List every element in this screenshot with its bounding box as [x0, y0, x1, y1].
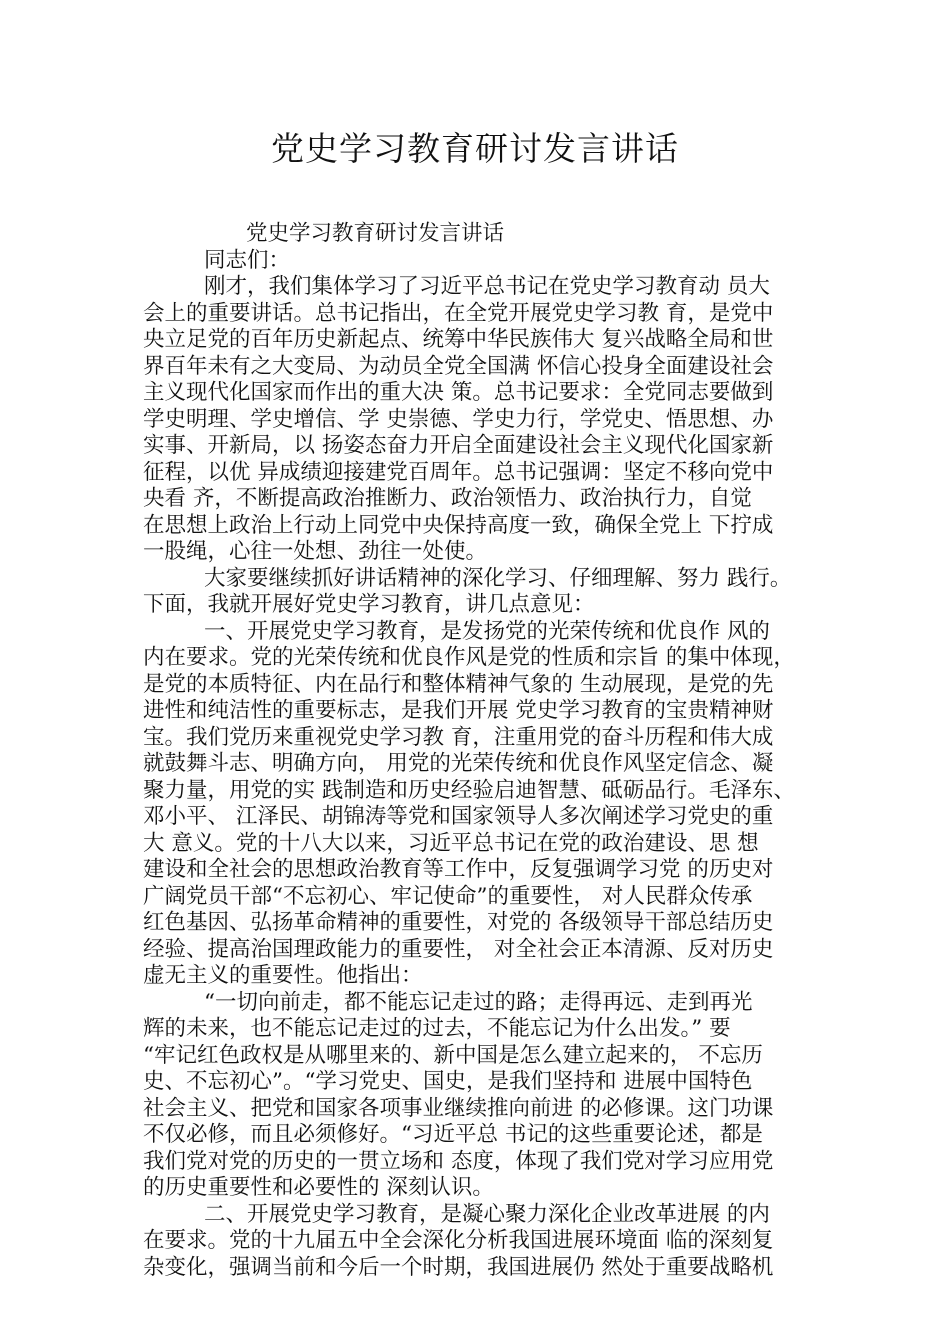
- body-line: 在思想上政治上行动上同党中央保持高度一致，确保全党上 下拧成: [143, 512, 774, 538]
- body-line: 进性和纯洁性的重要标志，是我们开展 党史学习教育的宝贵精神财: [143, 698, 774, 723]
- body-line: 界百年未有之大变局、为动员全党全国满 怀信心投身全面建设社会: [143, 353, 774, 379]
- body-line: 社会主义、把党和国家各项事业继续推向前进 的必修课。这门功课: [143, 1095, 774, 1121]
- document-body: [143, 221, 823, 1281]
- body-line: 央看 齐，不断提高政治推断力、政治领悟力、政治执行力，自觉: [143, 486, 752, 511]
- body-line: 央立足党的百年历史新起点、统筹中华民族伟大 复兴战略全局和世: [143, 327, 774, 352]
- body-line: 我们党对党的历史的一贯立场和 态度，体现了我们党对学习应用党: [143, 1148, 774, 1174]
- body-line: 学史明理、学史增信、学 史崇德、学史力行，学党史、悟思想、办: [143, 406, 774, 432]
- body-line: 史、不忘初心”。“学习党史、国史，是我们坚持和 进展中国特色: [143, 1069, 753, 1094]
- document-subtitle: 党史学习教育研讨发言讲话: [246, 221, 505, 246]
- body-line: 大 意义。党的十八大以来，习近平总书记在党的政治建设、思 想: [143, 830, 759, 856]
- body-line: “一切向前走，都不能忘记走过的路；走得再远、走到再光: [204, 989, 753, 1015]
- body-line: 聚力量，用党的实 践制造和历史经验启迪智慧、砥砺品行。毛泽东、: [143, 777, 795, 803]
- body-line: 辉的未来，也不能忘记走过的过去，不能忘记为什么出发。” 要: [143, 1016, 731, 1041]
- body-line: 同志们：: [204, 247, 291, 273]
- body-line: 建设和全社会的思想政治教育等工作中，反复强调学习党 的历史对: [143, 857, 774, 882]
- document-title: 党史学习教育研讨发言讲话: [271, 129, 679, 168]
- body-line: 刚才，我们集体学习了习近平总书记在党史学习教育动 员大: [204, 274, 770, 299]
- body-line: 二、开展党史学习教育，是凝心聚力深化企业改革进展 的内: [204, 1201, 770, 1227]
- body-line: 会上的重要讲话。总书记指出，在全党开展党史学习教 育，是党中: [143, 300, 774, 326]
- body-line: 内在要求。党的光荣传统和优良作风是党的性质和宗旨 的集中体现，: [143, 645, 795, 670]
- body-line: 征程，以优 异成绩迎接建党百周年。总书记强调：坚定不移向党中: [143, 459, 774, 485]
- body-line: 红色基因、弘扬革命精神的重要性，对党的 各级领导干部总结历史: [143, 910, 774, 935]
- body-line: 大家要继续抓好讲话精神的深化学习、仔细理解、努力 践行。: [204, 565, 792, 591]
- body-line: 广阔党员干部“不忘初心、牢记使命”的重要性， 对人民群众传承: [143, 883, 753, 909]
- body-line: 邓小平、 江泽民、胡锦涛等党和国家领导人多次阐述学习党史的重: [143, 804, 774, 829]
- body-line: “牢记红色政权是从哪里来的、新中国是怎么建立起来的， 不忘历: [143, 1042, 763, 1068]
- body-line: 虚无主义的重要性。他指出：: [143, 963, 423, 988]
- body-line: 一股绳，心往一处想、劲往一处使。: [143, 539, 488, 564]
- body-line: 在要求。党的十九届五中全会深化分析我国进展环境面 临的深刻复: [143, 1228, 774, 1253]
- body-line: 下面，我就开展好党史学习教育，讲几点意见：: [143, 592, 595, 617]
- body-line: 实事、开新局，以 扬姿态奋力开启全面建设社会主义现代化国家新: [143, 433, 774, 458]
- body-line: 杂变化，强调当前和今后一个时期，我国进展仍 然处于重要战略机: [143, 1254, 774, 1280]
- body-line: 是党的本质特征、内在品行和整体精神气象的 生动展现，是党的先: [143, 671, 774, 697]
- body-line: 经验、提高治国理政能力的重要性， 对全社会正本清源、反对历史: [143, 936, 774, 962]
- body-line: 宝。我们党历来重视党史学习教 育，注重用党的奋斗历程和伟大成: [143, 724, 774, 750]
- body-line: 不仅必修，而且必须修好。“习近平总 书记的这些重要论述，都是: [143, 1122, 763, 1147]
- body-line: 就鼓舞斗志、明确方向， 用党的光荣传统和优良作风坚定信念、凝: [143, 751, 774, 776]
- body-line: 一、开展党史学习教育，是发扬党的光荣传统和优良作 风的: [204, 618, 770, 644]
- body-line: 主义现代化国家而作出的重大决 策。总书记要求：全党同志要做到: [143, 380, 774, 405]
- body-line: 的历史重要性和必要性的 深刻认识。: [143, 1175, 494, 1200]
